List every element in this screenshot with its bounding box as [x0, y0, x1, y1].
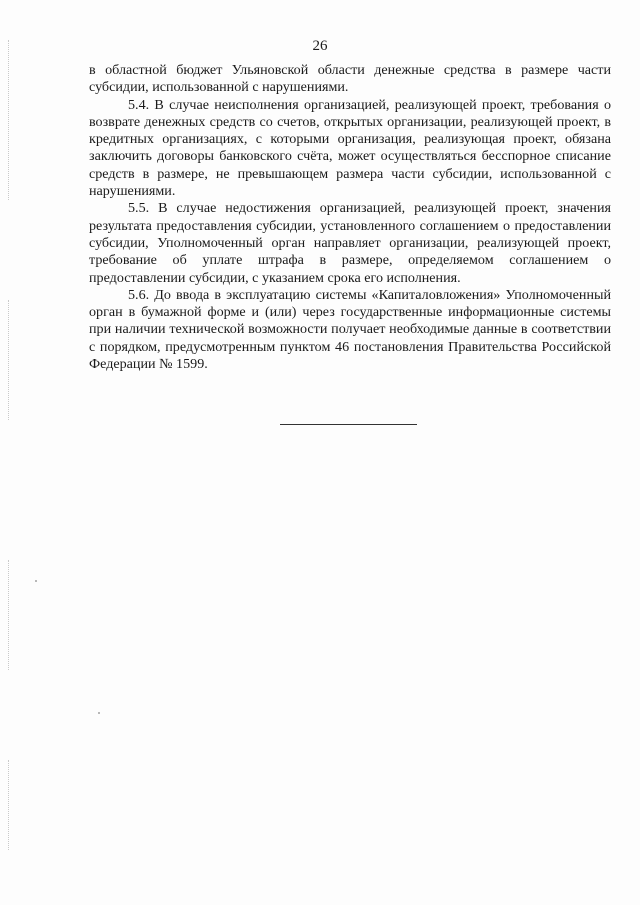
scan-edge-mark — [8, 40, 9, 200]
scan-speck — [98, 712, 100, 714]
scan-edge-mark — [8, 560, 9, 670]
paragraph-5-4: 5.4. В случае неисполнения организацией, реализующей проект, требования о возврате денежных средств со счетов, открытых организации, реализующей проект, в кредитных организациях, с которыми организация, реализующая проект, обязана заключить договоры банковского счёта, может осуществляться бесспорное списание средств в размере, не превышающем размера части субсидии, использованной с нарушениями. — [89, 96, 611, 200]
scan-edge-mark — [8, 300, 9, 420]
page-number: 26 — [312, 38, 328, 54]
end-of-document-rule — [280, 424, 417, 425]
scan-edge-mark — [8, 760, 9, 850]
paragraph-continuation: в областной бюджет Ульяновской области денежные средства в размере части субсидии, использованной с нарушениями. — [89, 62, 611, 96]
paragraph-5-5: 5.5. В случае недостижения организацией, реализующей проект, значения результата предоставления субсидии, установленного соглашением о предоставлении субсидии, Уполномоченный орган направляет организации, реализующей проект, требование об уплате штрафа в размере, определяемом соглашением о предоставлении субсидии, с указанием срока его исполнения. — [89, 200, 611, 286]
document-body — [89, 62, 611, 373]
scan-speck — [35, 580, 37, 582]
paragraph-5-6: 5.6. До ввода в эксплуатацию системы «Капиталовложения» Уполномоченный орган в бумажной форме и (или) через государственные информационные системы при наличии технической возможности получает необходимые данные в соответствии с порядком, предусмотренным пунктом 46 постановления Правительства Российской Федерации № 1599. — [89, 286, 611, 373]
